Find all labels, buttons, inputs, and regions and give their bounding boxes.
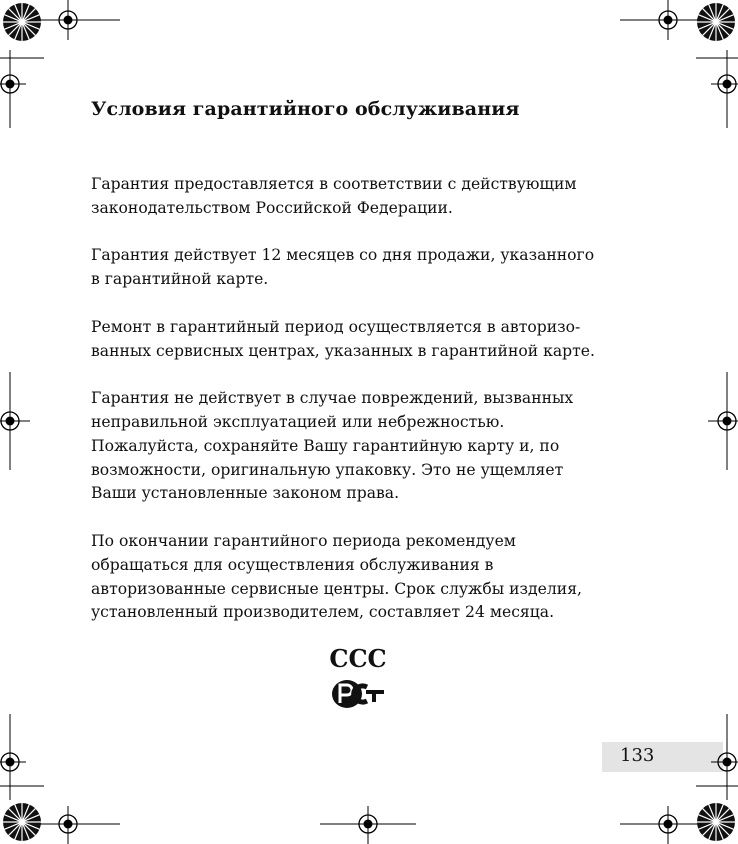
registration-mark-icon xyxy=(652,4,684,36)
text-line: установленный производителем, составляет 24 месяца. xyxy=(91,603,555,622)
paragraph-after-warranty xyxy=(91,530,666,625)
registration-mark-icon xyxy=(52,4,84,36)
text-line: Пожалуйста, сохраняйте Вашу гарантийную карту и, по xyxy=(91,436,560,455)
page-number: 133 xyxy=(620,745,655,766)
paragraph-warranty-period xyxy=(91,244,666,292)
text-line: авторизованные сервисные центры. Срок службы изделия, xyxy=(91,579,582,598)
paragraph-repair xyxy=(91,316,666,364)
registration-mark-icon xyxy=(0,68,26,100)
warranty-text xyxy=(91,173,666,649)
text-line: законодательством Российской Федерации. xyxy=(91,198,453,217)
registration-mark-icon xyxy=(0,405,26,437)
corner-mark-icon xyxy=(697,803,735,841)
registration-mark-icon xyxy=(52,808,84,840)
text-line: обращаться для осуществления обслуживания в xyxy=(91,555,494,574)
registration-mark-icon xyxy=(352,808,384,840)
corner-mark-icon xyxy=(697,3,735,41)
text-line: Ваши установленные законом права. xyxy=(91,484,400,503)
corner-mark-icon xyxy=(3,803,41,841)
registration-mark-icon xyxy=(0,746,26,778)
registration-mark-icon xyxy=(711,405,738,437)
text-line: Ремонт в гарантийный период осуществляется в авторизо- xyxy=(91,317,581,336)
paragraph-exclusions xyxy=(91,387,666,506)
ccc-mark: CCC xyxy=(329,644,387,673)
corner-mark-icon xyxy=(3,3,41,41)
registration-mark-icon xyxy=(652,808,684,840)
text-line: неправильной эксплуатацией или небрежностью. xyxy=(91,412,505,431)
text-line: Гарантия действует 12 месяцев со дня продажи, указанного xyxy=(91,246,595,265)
registration-mark-icon xyxy=(711,68,738,100)
paragraph-warranty-law xyxy=(91,173,666,221)
text-line: ванных сервисных центрах, указанных в гарантийной карте. xyxy=(91,341,595,360)
text-line: в гарантийной карте. xyxy=(91,270,269,289)
text-line: Гарантия не действует в случае повреждений, вызванных xyxy=(91,389,574,408)
text-line: Гарантия предоставляется в соответствии с действующим xyxy=(91,175,577,193)
page-number-box xyxy=(602,742,723,772)
text-line: возможности, оригинальную упаковку. Это не ущемляет xyxy=(91,460,564,479)
page-title: Условия гарантийного обслуживания xyxy=(91,98,520,120)
text-line: По окончании гарантийного периода рекомендуем xyxy=(91,531,516,550)
rst-certification-logo-icon xyxy=(330,678,386,710)
